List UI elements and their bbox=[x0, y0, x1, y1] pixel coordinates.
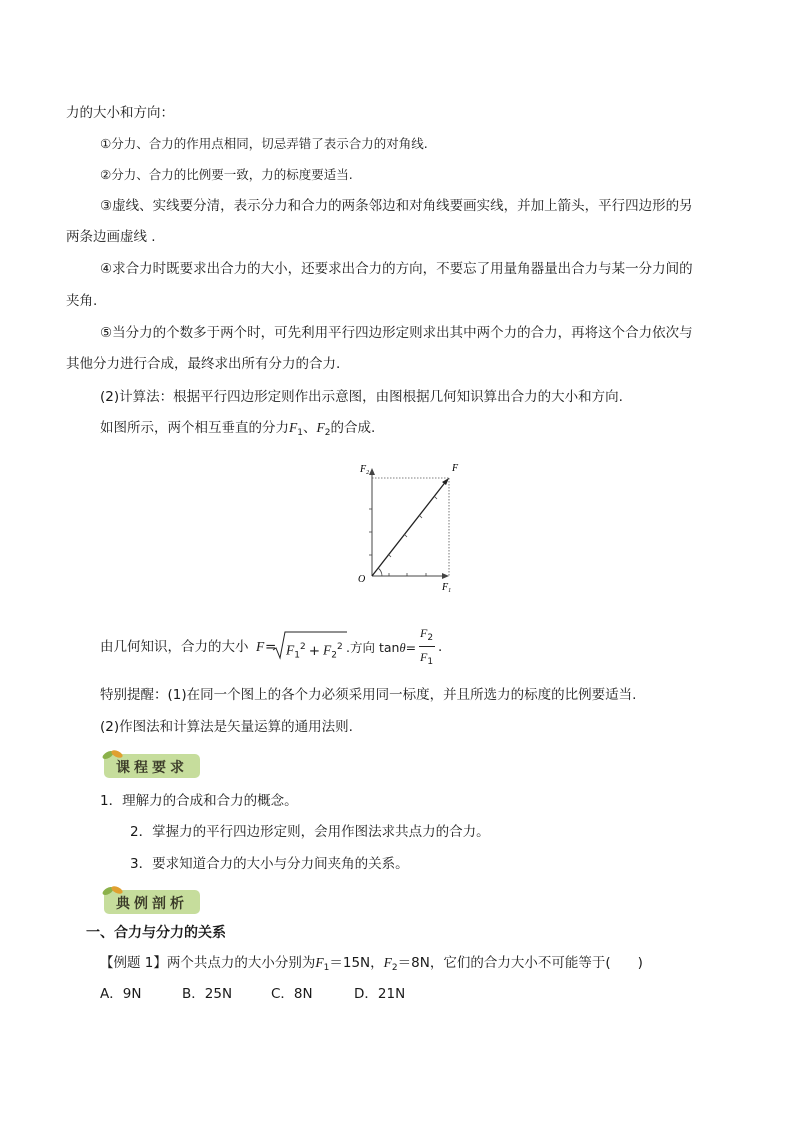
sub-1: 1 bbox=[297, 428, 303, 438]
badge-title: 课程要求 bbox=[116, 760, 188, 776]
formula-intro: 由几何知识，合力的大小 bbox=[100, 639, 249, 655]
tan-text: .方向 tan bbox=[346, 640, 400, 655]
var-f2: F bbox=[323, 642, 332, 658]
section-heading: 一、合力与分力的关系 bbox=[86, 925, 226, 941]
example-intro: 【例题 1】两个共点力的大小分别为 bbox=[100, 955, 316, 971]
f2-arrow-icon bbox=[369, 468, 375, 475]
special-tip-1: 特别提醒：(1)在同一个图上的各个力必须采用同一标度，并且所选力的标度的比例要适当. bbox=[100, 687, 637, 703]
paragraph-point-2: ②分力、合力的比例要一致，力的标度要适当. bbox=[100, 167, 353, 182]
requirement-2: 2．掌握力的平行四边形定则，会用作图法求共点力的合力。 bbox=[130, 824, 490, 840]
paragraph-point-5: ⑤当分力的个数多于两个时，可先利用平行四边形定则求出其中两个力的合力，再将这个合力依次与 bbox=[100, 325, 693, 341]
fraction-bar bbox=[419, 646, 435, 647]
sub-1: 1 bbox=[323, 963, 330, 973]
paragraph-calculation-method: (2)计算法：根据平行四边形定则作出示意图，由图根据几何知识算出合力的大小和方向. bbox=[100, 389, 623, 405]
equals-sign: = bbox=[405, 640, 417, 655]
power-2: 2 bbox=[337, 642, 343, 652]
paragraph-point-5-cont: 其他分力进行合成，最终求出所有分力的合力. bbox=[66, 356, 341, 372]
paragraph-point-1: ①分力、合力的作用点相同，切忌弄错了表示合力的对角线. bbox=[100, 136, 428, 151]
special-tip-2: (2)作图法和计算法是矢量运算的通用法则. bbox=[100, 719, 353, 735]
figure-intro-text: 如图所示，两个相互垂直的分力 bbox=[100, 420, 289, 436]
equals-sign: = bbox=[265, 639, 277, 655]
formula-end: . bbox=[438, 639, 443, 655]
sub-1: 1 bbox=[294, 650, 300, 661]
typical-examples-badge bbox=[100, 882, 204, 916]
sub-2: 2 bbox=[391, 963, 398, 973]
sub-2: 2 bbox=[427, 633, 434, 643]
var-f2: F bbox=[420, 626, 428, 640]
option-d: D．21N bbox=[354, 986, 406, 1002]
paragraph-point-3-cont: 两条边画虚线 . bbox=[66, 229, 156, 245]
value-f1: ＝15N， bbox=[329, 955, 384, 971]
label-f2: $F_2$ bbox=[360, 464, 370, 476]
badge-title: 典例剖析 bbox=[116, 896, 188, 912]
angle-arc bbox=[378, 568, 382, 576]
separator: 、 bbox=[302, 420, 317, 436]
var-f: F bbox=[256, 639, 265, 654]
resultant-vector bbox=[372, 480, 447, 576]
var-f: F bbox=[289, 420, 298, 435]
power-2: 2 bbox=[299, 642, 306, 652]
sub-1: 1 bbox=[427, 657, 434, 667]
option-c: C．8N bbox=[271, 986, 313, 1002]
figure-intro-end: 的合成. bbox=[330, 420, 376, 436]
f1-arrow-icon bbox=[442, 573, 449, 579]
tick-mark bbox=[434, 496, 437, 499]
force-parallelogram-diagram bbox=[352, 458, 472, 598]
var-f1: F bbox=[420, 650, 428, 664]
resultant-arrow-icon bbox=[442, 478, 449, 485]
course-requirements-badge bbox=[100, 746, 204, 780]
paragraph-point-4-cont: 夹角. bbox=[66, 293, 98, 309]
paragraph-point-3: ③虚线、实线要分清，表示分力和合力的两条邻边和对角线要画实线，并加上箭头，平行四边形的另 bbox=[100, 198, 693, 214]
var-f1: F bbox=[286, 642, 295, 658]
example-question bbox=[100, 954, 643, 977]
sqrt-content bbox=[286, 638, 343, 665]
var-f2: F bbox=[383, 955, 392, 970]
value-f2: ＝8N，它们的合力大小不可能等于( ) bbox=[397, 955, 643, 971]
requirement-1: 1．理解力的合成和合力的概念。 bbox=[100, 793, 298, 809]
var-theta: θ bbox=[399, 641, 406, 655]
label-f1: $F_1$ bbox=[442, 582, 452, 594]
label-origin: O bbox=[358, 574, 366, 585]
paragraph-figure-intro bbox=[100, 419, 375, 442]
direction-intro bbox=[346, 639, 416, 657]
requirement-3: 3．要求知道合力的大小与分力间夹角的关系。 bbox=[130, 856, 409, 872]
label-f: F bbox=[452, 463, 459, 474]
option-b: B．25N bbox=[182, 986, 233, 1002]
fraction-numerator bbox=[420, 624, 433, 647]
option-a: A．9N bbox=[100, 986, 142, 1002]
paragraph-intro: 力的大小和方向： bbox=[66, 105, 174, 121]
tick-mark bbox=[419, 515, 422, 518]
plus-sign: + bbox=[308, 642, 321, 659]
var-f1: F bbox=[315, 955, 324, 970]
var-f: F bbox=[316, 420, 325, 435]
sub-2: 2 bbox=[331, 650, 338, 661]
fraction-denominator bbox=[420, 648, 433, 671]
sub-2: 2 bbox=[324, 428, 331, 438]
paragraph-point-4: ④求合力时既要求出合力的大小，还要求出合力的方向，不要忘了用量角器量出合力与某一分力间的 bbox=[100, 261, 693, 277]
